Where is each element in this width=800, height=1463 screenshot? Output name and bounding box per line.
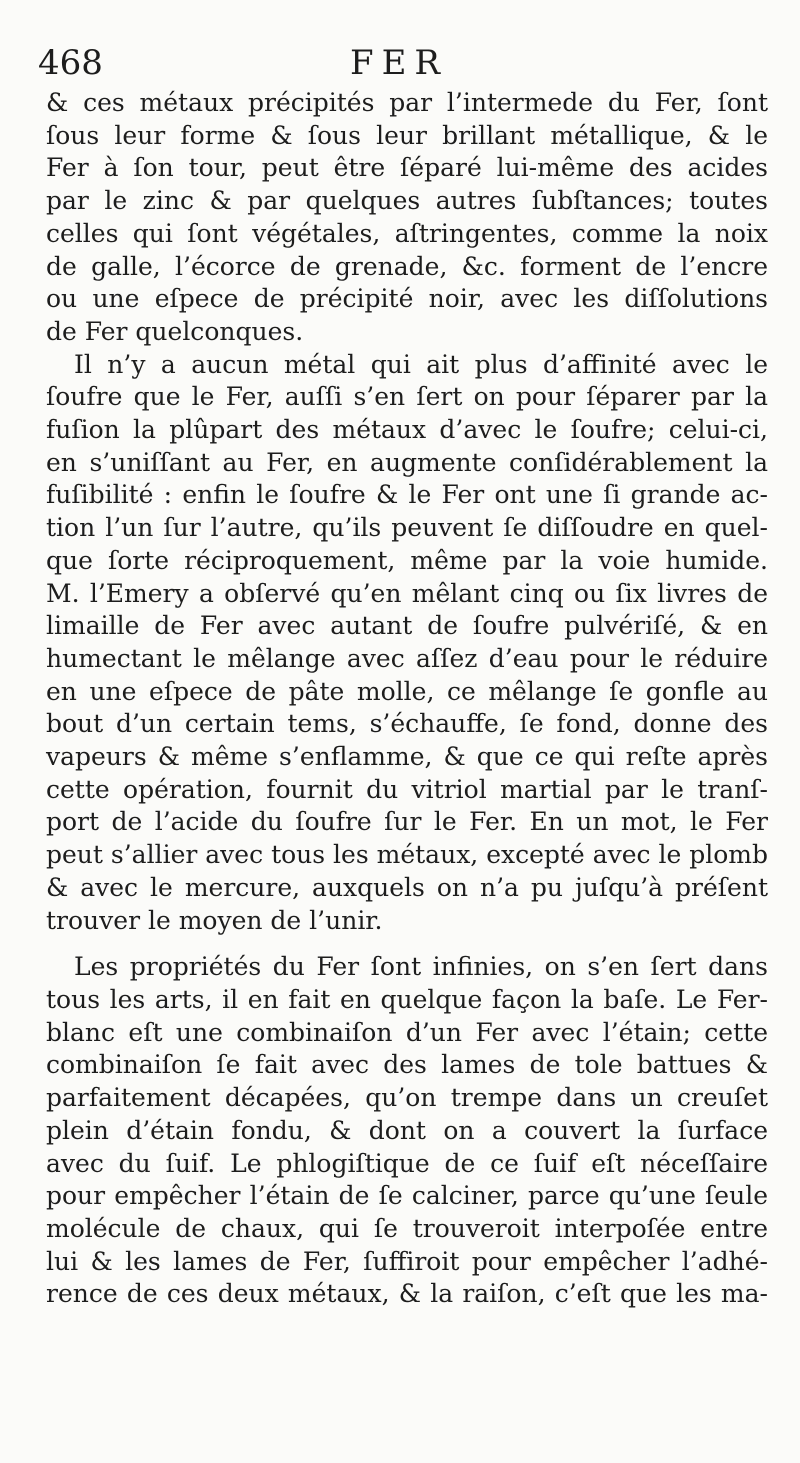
text-line: M. l’Emery a obſervé qu’en mêlant cinq ou ſix livres de: [46, 578, 768, 608]
body-text: [46, 87, 768, 1311]
paragraph-3: [46, 951, 768, 1311]
text-line: Les propriétés du Fer ſont infinies, on s’en ſert dans: [74, 952, 768, 982]
text-line: Il n’y a aucun métal qui ait plus d’affinité avec le: [74, 349, 768, 379]
text-line: celles qui ſont végétales, aſtringentes, comme la noix: [46, 218, 768, 248]
text-line: cette opération, fournit du vitriol martial par le tranſ-: [46, 774, 768, 804]
text-line: en s’uniſſant au Fer, en augmente conſidérablement la: [46, 447, 768, 477]
text-line: ou une eſpece de précipité noir, avec les diſſolutions: [46, 284, 768, 314]
text-line: plein d’étain fondu, & dont on a couvert la ſurface: [46, 1115, 768, 1145]
paragraph-2: [46, 349, 768, 938]
text-line: & avec le mercure, auxquels on n’a pu juſqu’à préſent: [46, 872, 768, 902]
text-line: par le zinc & par quelques autres ſubſtances; toutes: [46, 186, 768, 216]
text-line: de Fer quelconques.: [46, 316, 304, 346]
text-line: trouver le moyen de l’unir.: [46, 905, 383, 935]
text-line: fuſibilité : enfin le ſoufre & le Fer ont une ſi grande ac-: [46, 480, 768, 510]
text-line: Fer à ſon tour, peut être ſéparé lui-même des acides: [46, 153, 768, 183]
text-line: en une eſpece de pâte molle, ce mêlange ſe gonfle au: [46, 676, 768, 706]
text-line: humectant le mêlange avec aſſez d’eau pour le réduire: [46, 643, 768, 673]
running-head: FER: [350, 43, 449, 83]
text-line: port de l’acide du ſoufre ſur le Fer. En un mot, le Fer: [46, 807, 768, 837]
text-line: ſoufre que le Fer, auſſi s’en ſert on pour ſéparer par la: [46, 382, 768, 412]
text-line: que ſorte réciproquement, même par la voie humide.: [46, 545, 768, 575]
page-header: [0, 38, 800, 88]
text-line: peut s’allier avec tous les métaux, excepté avec le plomb: [46, 840, 768, 870]
text-line: lui & les lames de Fer, ſuffiroit pour empêcher l’adhé-: [46, 1246, 768, 1276]
text-line: tous les arts, il en fait en quelque façon la baſe. Le Fer-: [46, 984, 768, 1014]
text-line: ſous leur forme & ſous leur brillant métallique, & le: [46, 120, 768, 150]
text-line: avec du ſuif. Le phlogiſtique de ce ſuif eſt néceſſaire: [46, 1148, 768, 1178]
text-line: fuſion la plûpart des métaux d’avec le ſoufre; celui-ci,: [46, 415, 768, 445]
text-line: bout d’un certain tems, s’échauffe, ſe fond, donne des: [46, 709, 768, 739]
text-line: de galle, l’écorce de grenade, &c. forment de l’encre: [46, 251, 768, 281]
text-line: limaille de Fer avec autant de ſoufre pulvériſé, & en: [46, 611, 768, 641]
paragraph-1: [46, 87, 768, 349]
text-line: parfaitement décapées, qu’on trempe dans un creuſet: [46, 1083, 768, 1113]
text-line: molécule de chaux, qui ſe trouveroit interpoſée entre: [46, 1213, 768, 1243]
text-line: & ces métaux précipités par l’intermede du Fer, ſont: [46, 88, 768, 117]
text-line: pour empêcher l’étain de ſe calciner, parce qu’une ſeule: [46, 1181, 768, 1211]
text-line: combinaiſon ſe fait avec des lames de tole battues &: [46, 1050, 768, 1080]
page-number: 468: [38, 43, 103, 83]
text-line: blanc eſt une combinaiſon d’un Fer avec l’étain; cette: [46, 1017, 768, 1047]
text-line: vapeurs & même s’enflamme, & que ce qui reſte après: [46, 742, 768, 772]
text-line: rence de ces deux métaux, & la raiſon, c’eſt que les ma-: [46, 1279, 768, 1309]
text-line: tion l’un ſur l’autre, qu’ils peuvent ſe diſſoudre en quel-: [46, 513, 768, 543]
